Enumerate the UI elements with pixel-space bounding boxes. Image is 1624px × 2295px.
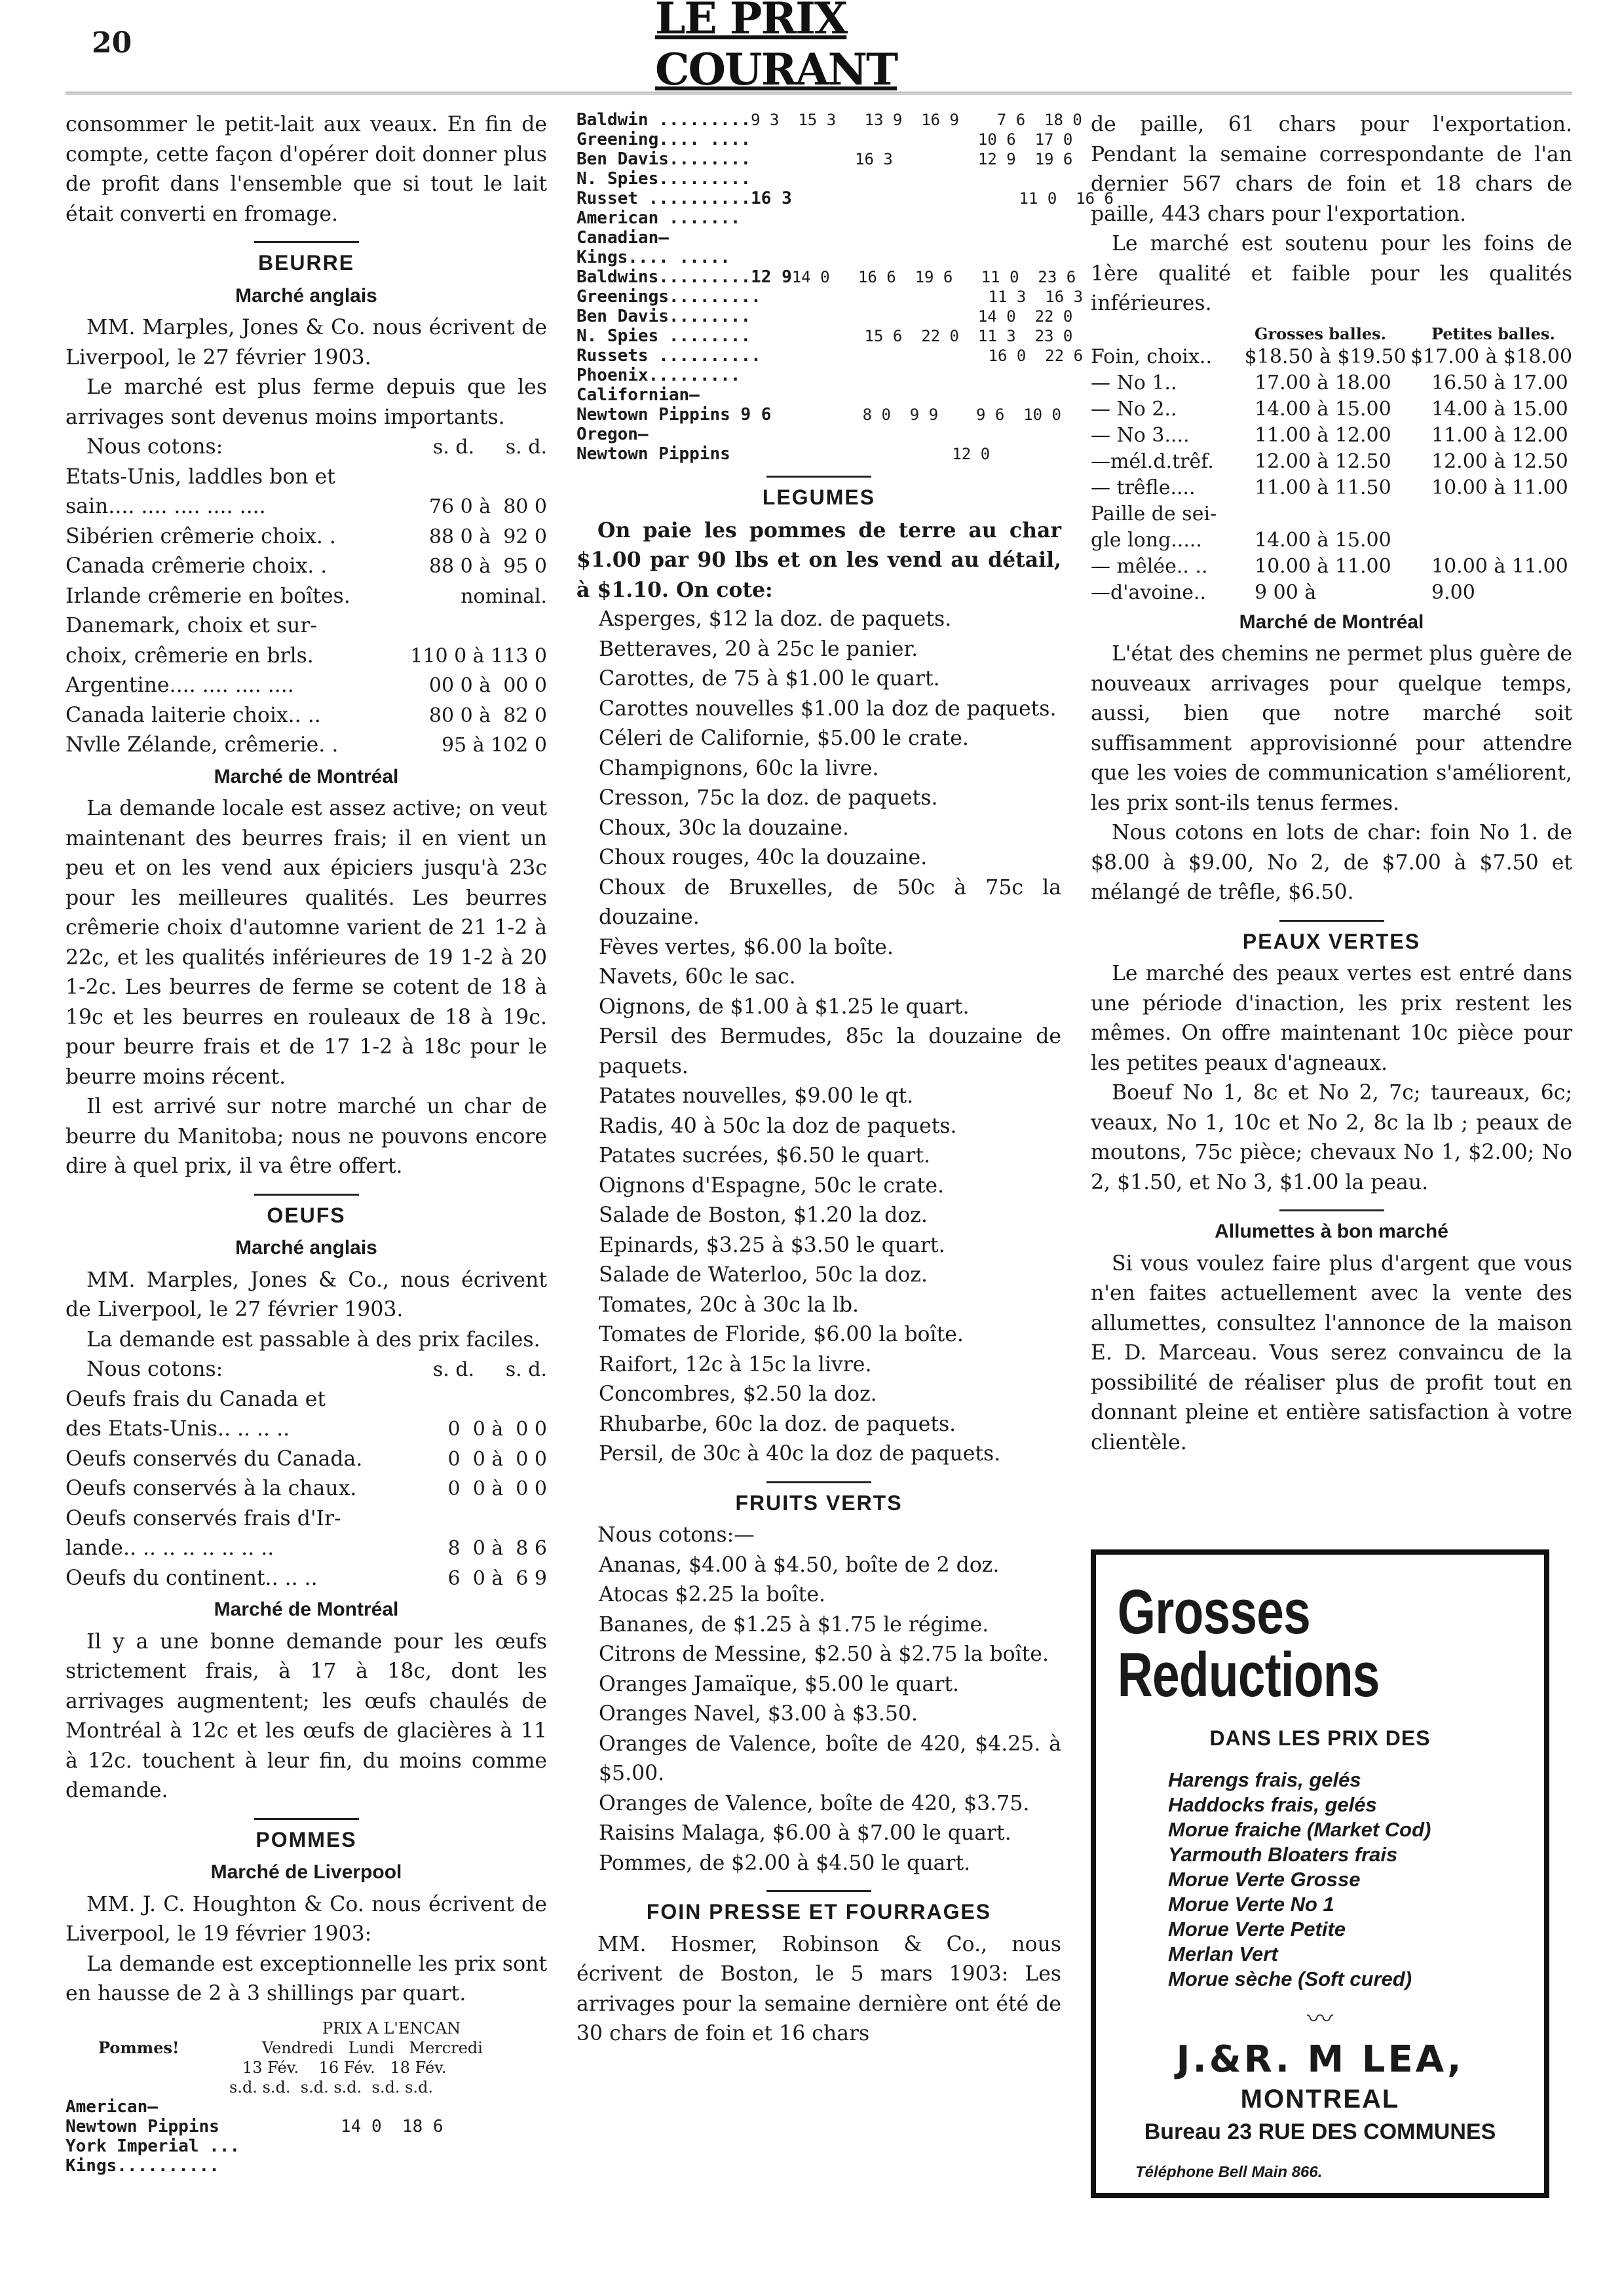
price-row: [66, 1534, 547, 1564]
ad-title-line-2: Reductions: [1117, 1640, 1380, 1710]
hay-price-petites: [1431, 501, 1572, 527]
apple-values: 14 0 16 6 19 6 11 0 23 6: [791, 268, 1076, 286]
paragraph: Il est arrivé sur notre marché un char de beurre du Manitoba; nous ne pouvons encore dire à quel prix, il va être offert.: [66, 1095, 547, 1178]
list-item: Oranges Navel, $3.00 à $3.50.: [599, 1702, 918, 1726]
auction-row: [66, 2156, 547, 2176]
list-item: Ananas, $4.00 à $4.50, boîte de 2 doz.: [599, 1553, 1000, 1577]
paragraph: La demande est passable à des prix faciles.: [86, 1327, 540, 1352]
list-item: Cresson, 75c la doz. de paquets.: [599, 786, 938, 810]
apple-variety: Baldwins.........12 9: [576, 267, 792, 287]
cotons-label: Nous cotons:: [86, 435, 223, 459]
apple-values: 11 0 16 6: [791, 189, 1114, 208]
hay-head-petites: Petites balles.: [1431, 324, 1555, 343]
price-value: 80 0 à 82 0: [428, 704, 547, 727]
price-row: [66, 1504, 547, 1534]
list-item: Céleri de Californie, $5.00 le crate.: [599, 727, 969, 750]
hay-grade: — No 3....: [1091, 423, 1190, 447]
apple-row: [576, 130, 1073, 149]
hay-price-petites: 10.00 à 11.00: [1431, 476, 1568, 499]
price-value: 88 0 à 92 0: [428, 525, 547, 548]
apple-row: [576, 287, 1084, 307]
column-1: [66, 110, 547, 2176]
hay-row: [1091, 527, 1572, 554]
apple-row: [576, 248, 1061, 267]
column-3: [1091, 110, 1572, 1458]
table-head-row: [66, 2038, 547, 2058]
apple-variety: Phoenix.........: [576, 366, 741, 385]
ad-product-item: Morue fraiche (Market Cod): [1168, 1818, 1431, 1841]
price-value: 95 à 102 0: [441, 734, 547, 757]
list-item: Oranges de Valence, boîte de 420, $3.75.: [599, 1791, 1030, 1815]
pommes-rows: [66, 2097, 547, 2176]
section-title-allumettes: Allumettes à bon marché: [1215, 1221, 1448, 1242]
list-item: Atocas $2.25 la boîte.: [599, 1583, 825, 1606]
list-item: Patates sucrées, $6.50 le quart.: [599, 1144, 930, 1167]
hay-price-grosses: [1255, 501, 1431, 527]
list-item: Carottes nouvelles $1.00 la doz de paquets.: [599, 696, 1057, 721]
paragraph: Nous cotons:—: [597, 1523, 755, 1547]
price-value: 110 0 à 113 0: [410, 644, 547, 668]
paragraph: On paie les pommes de terre au char $1.00 par 90 lbs et on les vend au détail, à $1.10. On cote:: [576, 518, 1061, 602]
list-item: Oignons, de $1.00 à $1.25 le quart.: [599, 995, 970, 1019]
price-value: 0 0 à 0 0: [447, 1477, 547, 1500]
hay-price-grosses: 17.00 à 18.00: [1255, 371, 1391, 394]
price-row: [66, 522, 547, 552]
apple-row: [576, 208, 1061, 228]
price-value: 0 0 à 0 0: [447, 1447, 547, 1471]
price-label: Oeufs conservés à la chaux.: [66, 1477, 357, 1500]
hay-grade: — mêlée.. ..: [1091, 554, 1208, 578]
price-value: 88 0 à 95 0: [428, 555, 547, 578]
apple-values: 15 6 22 0 11 3 23 0: [751, 327, 1073, 345]
price-label: Canada crêmerie choix. .: [66, 554, 328, 578]
subheading: Marché de Montréal: [214, 765, 399, 787]
list-item: Oignons d'Espagne, 50c le crate.: [599, 1173, 945, 1198]
apple-variety: American .......: [576, 208, 741, 228]
auction-table: [66, 2019, 547, 2176]
paragraph: de paille, 61 chars pour l'exportation. Pendant la semaine correspondante de l'an dernier 567 chars de foin et 18 chars de paille, 443 chars pour l'exportation.: [1091, 113, 1572, 226]
hay-grade: gle long.....: [1091, 528, 1202, 552]
hay-price-petites: 16.50 à 17.00: [1431, 371, 1568, 394]
paragraph: Boeuf No 1, 8c et No 2, 7c; taureaux, 6c; veaux, No 1, 10c et No 2, 8c la lb ; peaux de moutons, 75c pièce; chevaux No 1, $2.00; No 2, $1.50, et No 3, $1.00 la peau.: [1091, 1081, 1572, 1194]
section-title-foin: FOIN PRESSE ET FOURRAGES: [646, 1900, 992, 1924]
hay-price-grosses: 14.00 à 15.00: [1255, 397, 1391, 421]
price-value: nominal.: [461, 584, 547, 608]
list-item: Champignons, 60c la livre.: [599, 756, 879, 780]
apple-row: [576, 267, 1076, 287]
hay-price-grosses: 11.00 à 12.00: [1255, 423, 1391, 447]
list-item: Tomates de Floride, $6.00 la boîte.: [599, 1323, 964, 1346]
list-item: Epinards, $3.25 à $3.50 le quart.: [599, 1233, 945, 1257]
apple-values: 14 0 22 0: [751, 307, 1073, 326]
apple-variety: Newtown Pippins: [576, 444, 730, 464]
subheading: Marché de Liverpool: [210, 1861, 402, 1883]
list-item: Persil des Bermudes, 85c la douzaine de paquets.: [599, 1025, 1061, 1078]
price-label: Oeufs conservés du Canada.: [66, 1447, 363, 1471]
apple-row: [576, 169, 1061, 189]
hay-price-petites: 9.00: [1431, 580, 1475, 604]
hay-row: [1091, 580, 1572, 606]
price-label: choix, crêmerie en brls.: [66, 643, 314, 668]
price-label: Danemark, choix et sur-: [66, 614, 317, 637]
apple-variety: Newtown Pippins: [66, 2116, 219, 2136]
hay-price-grosses: 11.00 à 11.50: [1255, 476, 1391, 499]
hay-price-table: [1091, 344, 1572, 606]
price-row: [66, 463, 547, 493]
section-divider: [1279, 1209, 1384, 1211]
apple-variety: Greenings.........: [576, 287, 761, 307]
paragraph: MM. J. C. Houghton & Co. nous écrivent de Liverpool, le 19 février 1903:: [66, 1892, 547, 1946]
paragraph: La demande est exceptionnelle les prix sont en hausse de 2 à 3 shillings par quart.: [66, 1952, 547, 2005]
price-label: Oeufs conservés frais d'Ir-: [66, 1506, 341, 1530]
list-item: Tomates, 20c à 30c la lb.: [599, 1293, 859, 1317]
apple-variety: Ben Davis........: [576, 149, 751, 169]
section-divider: [254, 241, 359, 243]
intro-paragraph: consommer le petit-lait aux veaux. En fin de compte, cette façon d'opérer doit donner plus de profit dans l'ensemble que si tout le lait était converti en fromage.: [66, 113, 547, 226]
list-item: Asperges, $12 la doz. de paquets.: [599, 607, 952, 631]
price-row: [66, 1414, 547, 1445]
list-item: Concombres, $2.50 la doz.: [599, 1382, 877, 1406]
apple-values: 8 0 9 9 9 6 10 0: [786, 406, 1061, 424]
auction-row: [66, 2117, 547, 2136]
paragraph: MM. Hosmer, Robinson & Co., nous écrivent de Boston, le 5 mars 1903: Les arrivages pour la semaine dernière ont été de 30 chars de foin et 16 chars: [576, 1932, 1061, 2045]
apple-values: 12 0: [839, 445, 991, 463]
hay-price-grosses: 10.00 à 11.00: [1255, 554, 1391, 578]
hay-grade: —d'avoine..: [1091, 580, 1207, 604]
subheading: Marché anglais: [235, 284, 377, 307]
paragraph: L'état des chemins ne permet plus guère de nouveaux arrivages pour quelque temps, aussi, bien que notre marché soit suffisamment approvisionné pour attendre que les voies de communication s'améliorent, les prix sont-ils tenus fermes.: [1091, 642, 1572, 815]
ad-telephone: Téléphone Bell Main 866.: [1135, 2163, 1323, 2181]
price-row: [66, 641, 547, 672]
hay-price-petites: 10.00 à 11.00: [1431, 554, 1568, 578]
list-item: Rhubarbe, 60c la doz. de paquets.: [599, 1412, 956, 1436]
units-label: s. d. s. d.: [432, 436, 547, 459]
apple-values: 10 6 17 0: [751, 130, 1073, 149]
hay-row: [1091, 370, 1572, 396]
hay-row: [1091, 554, 1572, 580]
price-row: [66, 1385, 547, 1415]
advertisement-box: [1091, 1549, 1549, 2198]
paragraph: MM. Marples, Jones & Co., nous écrivent de Liverpool, le 27 février 1903.: [66, 1268, 547, 1321]
ad-product-item: Merlan Vert: [1168, 1943, 1278, 1965]
apple-variety: Russets ..........: [576, 346, 761, 366]
section-divider: [766, 476, 871, 478]
paragraph: Le marché est plus ferme depuis que les arrivages sont devenus moins importants.: [66, 375, 547, 429]
hay-row: [1091, 344, 1572, 370]
ad-product-item: Harengs frais, gelés: [1168, 1768, 1361, 1791]
table-days: Vendredi Lundi Mercredi: [262, 2038, 483, 2057]
section-title-peaux: PEAUX VERTES: [1242, 929, 1421, 953]
apple-variety: Kings.... .....: [576, 248, 730, 267]
subheading: Marché de Montréal: [214, 1599, 399, 1620]
list-item: Choux, 30c la douzaine.: [599, 816, 849, 840]
price-label: lande.. .. .. .. .. .. .. ..: [66, 1536, 274, 1560]
units-label: s. d. s. d.: [432, 1358, 547, 1381]
list-item: Salade de Waterloo, 50c la doz.: [599, 1263, 928, 1287]
apple-values: [839, 248, 1061, 267]
ad-product-list: [1168, 1768, 1544, 1992]
apple-variety: Baldwin .........: [576, 110, 751, 130]
apple-variety: Russet ..........16 3: [576, 189, 792, 208]
price-value: 76 0 à 80 0: [428, 495, 547, 518]
section-divider: [766, 1481, 871, 1483]
price-label: sain.... .... .... .... ....: [66, 495, 266, 518]
apple-row: [576, 346, 1084, 366]
table-label: Pommes!: [98, 2038, 179, 2057]
table-units: s.d. s.d. s.d. s.d. s.d. s.d.: [229, 2077, 434, 2096]
list-item: Salade de Boston, $1.20 la doz.: [599, 1204, 928, 1227]
ad-ornament: 〰: [1307, 2004, 1333, 2034]
masthead-logo: LE PRIX COURANT: [655, 0, 897, 95]
price-value: 00 0 à 00 0: [428, 674, 547, 697]
hay-grade: — trêfle....: [1091, 476, 1196, 499]
hay-price-petites: $17.00 à $18.00: [1410, 345, 1572, 368]
ad-product-item: Haddocks frais, gelés: [1168, 1793, 1377, 1816]
apple-row: [576, 307, 1073, 326]
price-label: Canada laiterie choix.. ..: [66, 703, 321, 727]
ad-product-item: Yarmouth Bloaters frais: [1168, 1843, 1398, 1866]
ad-product-item: Morue sèche (Soft cured): [1168, 1967, 1412, 1990]
apple-values: [839, 425, 1061, 444]
price-row: [66, 552, 547, 582]
hay-head-grosses: Grosses balles.: [1255, 324, 1387, 343]
price-row: [66, 1564, 547, 1594]
price-row: [66, 671, 547, 701]
apple-values: 16 3 12 9 19 6: [751, 150, 1073, 168]
column-2: [576, 110, 1114, 2049]
price-header: [66, 432, 547, 463]
apple-variety: Ben Davis........: [576, 307, 751, 326]
hay-price-petites: 11.00 à 12.00: [1431, 423, 1568, 447]
list-item: Pommes, de $2.00 à $4.50 le quart.: [599, 1851, 971, 1875]
list-item: Oranges de Valence, boîte de 420, $4.25. à $5.00.: [599, 1732, 1061, 1785]
apple-values: [839, 366, 1061, 385]
auction-row: [66, 2136, 547, 2156]
auction-values: [341, 2136, 547, 2156]
list-item: Raisins Malaga, $6.00 à $7.00 le quart.: [599, 1821, 1011, 1845]
apple-row: [576, 149, 1073, 169]
auction-values: 14 0 18 6: [341, 2116, 444, 2136]
ad-firm-name: J.&R. M LEA,: [1176, 2038, 1464, 2081]
fruits-list: [576, 1551, 1061, 1879]
price-label: Sibérien crêmerie choix. .: [66, 524, 336, 548]
ad-title-line-1: Grosses: [1117, 1577, 1311, 1647]
auction-row: [66, 2097, 547, 2117]
hay-row: [1091, 475, 1572, 501]
price-row: [66, 730, 547, 761]
hay-price-petites: 12.00 à 12.50: [1431, 449, 1568, 473]
paragraph: MM. Marples, Jones & Co. nous écrivent de Liverpool, le 27 février 1903.: [66, 316, 547, 370]
paragraph: Le marché des peaux vertes est entré dans une période d'inaction, les prix restent les mêmes. On offre maintenant 10c pièce pour les petites peaux d'agneaux.: [1091, 962, 1572, 1075]
list-item: Navets, 60c le sac.: [599, 965, 796, 989]
beurre-price-list: [66, 463, 547, 761]
oeufs-price-list: [66, 1385, 547, 1594]
price-value: 8 0 à 8 6: [447, 1537, 547, 1560]
hay-price-grosses: 14.00 à 15.00: [1255, 528, 1391, 552]
list-item: Carottes, de 75 à $1.00 le quart.: [599, 667, 940, 691]
price-label: Nvlle Zélande, crêmerie. .: [66, 733, 339, 757]
ad-subtitle: DANS LES PRIX DES: [1209, 1726, 1431, 1750]
apple-row: [576, 110, 1082, 130]
cotons-label: Nous cotons:: [86, 1357, 223, 1381]
list-item: Betteraves, 20 à 25c le panier.: [599, 637, 918, 661]
price-label: Oeufs frais du Canada et: [66, 1387, 326, 1411]
list-item: Bananes, de $1.25 à $1.75 le régime.: [599, 1612, 989, 1637]
page-number: 20: [92, 26, 132, 60]
apple-row: [576, 405, 1061, 425]
price-label: Irlande crêmerie en boîtes.: [66, 584, 350, 608]
hay-row: [1091, 396, 1572, 423]
list-item: Choux rouges, 40c la douzaine.: [599, 846, 928, 869]
price-row: [66, 492, 547, 522]
table-caption: PRIX A L'ENCAN: [322, 2019, 461, 2038]
hay-grade: Foin, choix..: [1091, 345, 1212, 368]
apple-values: 11 3 16 3: [761, 288, 1084, 306]
apple-variety: Oregon—: [576, 425, 649, 444]
price-label: Argentine.... .... .... ....: [66, 673, 294, 697]
list-item: Raifort, 12c à 15c la livre.: [599, 1352, 872, 1376]
paragraph: La demande locale est assez active; on veut maintenant des beurres frais; il en vient un peu et on les vend aux épiciers jusqu'à 23c pour les meilleures qualités. Les beurres crêmerie choix d'automne varient de 21 1-2 à 22c, et les qualités inférieures de 19 1-2 à 20 1-2c. Les beurres de ferme se cotent de 18 à 19c et les beurres en rouleaux de 18 à 19c. pour beurre frais et de 17 1-2 à 18c pour le beurre moins récent.: [66, 797, 547, 1089]
price-value: 6 0 à 6 9: [447, 1566, 547, 1590]
paragraph: Il y a une bonne demande pour les œufs strictement frais, à 17 à 18c, dont les arrivages augmentent; les œufs chaulés de Montréal à 12c et les œufs de glacières à 11 à 12c. touchent à leur fin, du moins comme demande.: [66, 1629, 547, 1802]
section-title-fruits: FRUITS VERTS: [735, 1490, 903, 1515]
apple-values: 9 3 15 3 13 9 16 9 7 6 18 0: [751, 111, 1082, 129]
header-rule: [66, 92, 1572, 94]
paragraph: Nous cotons en lots de char: foin No 1. de $8.00 à $9.00, No 2, de $7.00 à $7.50 et mélangé de trêfle, $6.50.: [1091, 821, 1572, 904]
list-item: Citrons de Messine, $2.50 à $2.75 la boîte.: [599, 1642, 1049, 1666]
apple-values: [839, 228, 1061, 248]
apple-row: [576, 444, 1061, 464]
apple-variety: Californian—: [576, 385, 700, 405]
section-divider: [254, 1818, 359, 1820]
list-item: Patates nouvelles, $9.00 le qt.: [599, 1084, 914, 1108]
apple-variety: Newtown Pippins 9 6: [576, 405, 772, 425]
apple-variety: N. Spies ........: [576, 326, 751, 346]
hay-price-petites: 14.00 à 15.00: [1431, 397, 1568, 421]
price-label: des Etats-Unis.. .. .. ..: [66, 1417, 290, 1441]
legumes-list: [576, 605, 1061, 1470]
price-row: [66, 1445, 547, 1475]
apple-variety: Kings..........: [66, 2155, 219, 2176]
paragraph: Le marché est soutenu pour les foins de 1ère qualité et faible pour les qualités inférieures.: [1091, 232, 1572, 315]
section-title-oeufs: OEUFS: [267, 1203, 346, 1227]
section-title-pommes: POMMES: [255, 1827, 357, 1851]
hay-price-grosses: 9 00 à: [1255, 580, 1317, 604]
apple-values: [839, 385, 1061, 405]
hay-price-petites: [1431, 527, 1572, 554]
apple-variety: Greening.... ....: [576, 130, 751, 149]
table-dates: 13 Fév. 16 Fév. 18 Fév.: [242, 2058, 447, 2077]
auction-values: [341, 2097, 547, 2117]
ad-product-item: Morue Verte Grosse: [1168, 1868, 1361, 1891]
price-row: [66, 701, 547, 731]
section-title-legumes: LEGUMES: [762, 485, 876, 509]
hay-table-head: [1091, 324, 1572, 344]
apple-row: [576, 189, 1114, 208]
apple-variety: N. Spies.........: [576, 169, 751, 189]
hay-price-grosses: 12.00 à 12.50: [1255, 449, 1391, 473]
section-divider: [1279, 920, 1384, 922]
list-item: Radis, 40 à 50c la doz de paquets.: [599, 1114, 957, 1138]
price-row: [66, 582, 547, 612]
hay-grade: —mél.d.trêf.: [1091, 449, 1214, 473]
section-divider: [254, 1194, 359, 1196]
apple-variety: York Imperial ...: [66, 2136, 240, 2156]
apple-price-table: [576, 110, 1114, 464]
hay-grade: — No 2..: [1091, 397, 1177, 421]
ad-product-item: Morue Verte Petite: [1168, 1918, 1346, 1941]
subheading: Marché anglais: [235, 1237, 377, 1259]
apple-row: [576, 385, 1061, 405]
hay-row: [1091, 423, 1572, 449]
hay-price-grosses: $18.50 à $19.50: [1244, 345, 1407, 368]
apple-row: [576, 366, 1061, 385]
apple-values: [839, 208, 1061, 228]
apple-values: 16 0 22 6: [761, 347, 1084, 365]
apple-row: [576, 326, 1073, 346]
ad-address: Bureau 23 RUE DES COMMUNES: [1144, 2119, 1496, 2144]
apple-variety: American—: [66, 2096, 158, 2117]
subheading: Marché de Montréal: [1239, 611, 1424, 633]
apple-variety: Canadian—: [576, 228, 669, 248]
ad-city: MONTREAL: [1240, 2085, 1400, 2114]
list-item: Choux de Bruxelles, de 50c à 75c la douzaine.: [599, 875, 1061, 929]
paragraph: Si vous voulez faire plus d'argent que vous n'en faites actuellement avec la vente des allumettes, consultez l'annonce de la maison E. D. Marceau. Vous serez convaincu de la possibilité de réaliser plus de profit tout en donnant pleine et entière satisfaction à votre clientèle.: [1091, 1251, 1572, 1454]
apple-row: [576, 425, 1061, 444]
hay-grade: Paille de sei-: [1091, 502, 1217, 525]
hay-grade: — No 1..: [1091, 371, 1177, 394]
price-header: [66, 1355, 547, 1385]
price-label: Oeufs du continent.. .. ..: [66, 1566, 318, 1590]
price-row: [66, 611, 547, 641]
hay-row: [1091, 501, 1572, 527]
section-title-beurre: BEURRE: [257, 251, 355, 275]
hay-row: [1091, 449, 1572, 475]
list-item: Persil, de 30c à 40c la doz de paquets.: [599, 1442, 1001, 1466]
apple-values: [839, 169, 1061, 189]
price-row: [66, 1474, 547, 1504]
auction-values: [341, 2156, 547, 2176]
apple-row: [576, 228, 1061, 248]
ad-product-item: Morue Verte No 1: [1168, 1893, 1334, 1916]
price-value: 0 0 à 0 0: [447, 1418, 547, 1441]
list-item: Oranges Jamaïque, $5.00 le quart.: [599, 1672, 960, 1696]
price-label: Etats-Unis, laddles bon et: [66, 465, 335, 489]
section-divider: [766, 1890, 871, 1892]
list-item: Fèves vertes, $6.00 la boîte.: [599, 935, 894, 959]
